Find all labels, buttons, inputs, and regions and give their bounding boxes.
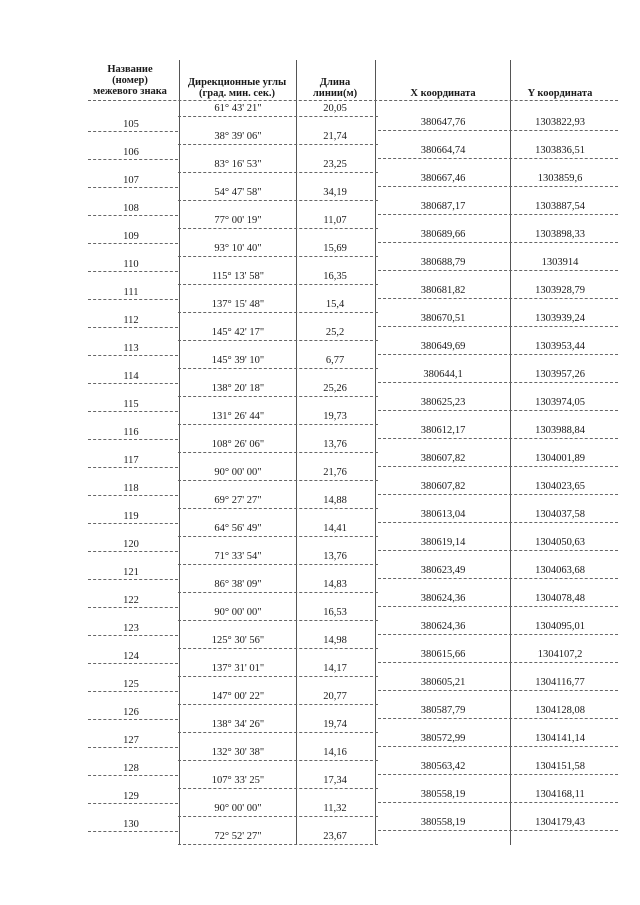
header-angle-line1: Дирекционные углы <box>187 77 287 88</box>
row-divider <box>178 396 378 397</box>
row-divider <box>88 439 178 440</box>
boundary-point-number: 105 <box>123 119 139 130</box>
x-coordinate: 380623,49 <box>420 565 466 576</box>
direction-angle: 77° 00' 19" <box>214 215 262 226</box>
x-coordinate: 380647,76 <box>420 117 466 128</box>
row-divider <box>88 271 178 272</box>
direction-angle: 131° 26' 44" <box>211 411 265 422</box>
line-length: 23,67 <box>323 831 347 842</box>
y-coordinate: 1303836,51 <box>535 145 585 156</box>
boundary-point-number: 116 <box>123 427 139 438</box>
y-coordinate: 1303887,54 <box>535 201 585 212</box>
line-length: 20,77 <box>323 691 347 702</box>
row-divider <box>378 662 618 663</box>
boundary-point-number: 115 <box>123 399 139 410</box>
header-angle-line2: (град. мин. сек.) <box>198 88 276 99</box>
y-coordinate: 1303914 <box>541 257 579 268</box>
header-point-line2: (номер) <box>112 75 148 86</box>
y-coordinate: 1304023,65 <box>535 481 585 492</box>
y-coordinate: 1303988,84 <box>535 425 585 436</box>
direction-angle: 69° 27' 27" <box>214 495 262 506</box>
x-coordinate: 380664,74 <box>420 145 466 156</box>
y-coordinate: 1304107,2 <box>537 649 583 660</box>
boundary-point-number: 106 <box>123 147 139 158</box>
row-divider <box>178 816 378 817</box>
boundary-point-number: 111 <box>123 287 139 298</box>
row-divider <box>88 747 178 748</box>
direction-angle: 107° 33' 25" <box>211 775 265 786</box>
row-divider <box>88 775 178 776</box>
line-length: 14,88 <box>323 495 347 506</box>
line-length: 13,76 <box>323 439 347 450</box>
y-coordinate: 1303974,05 <box>535 397 585 408</box>
row-divider <box>178 732 378 733</box>
direction-angle: 137° 15' 48" <box>211 299 265 310</box>
boundary-point-number: 123 <box>123 623 139 634</box>
x-coordinate: 380681,82 <box>420 285 466 296</box>
row-divider <box>178 368 378 369</box>
x-coordinate: 380670,51 <box>420 313 466 324</box>
x-coordinate: 380558,19 <box>420 789 466 800</box>
y-coordinate: 1304128,08 <box>535 705 585 716</box>
header-x: X координата <box>410 88 476 99</box>
row-divider <box>88 719 178 720</box>
direction-angle: 147° 00' 22" <box>211 691 265 702</box>
row-divider <box>378 354 618 355</box>
x-coordinate: 380605,21 <box>420 677 466 688</box>
row-divider <box>378 718 618 719</box>
x-coordinate: 380667,46 <box>420 173 466 184</box>
x-coordinate: 380687,17 <box>420 201 466 212</box>
direction-angle: 72° 52' 27" <box>214 831 262 842</box>
y-coordinate: 1304063,68 <box>535 565 585 576</box>
line-length: 11,07 <box>323 215 347 226</box>
x-coordinate: 380625,23 <box>420 397 466 408</box>
boundary-point-number: 113 <box>123 343 139 354</box>
line-length: 15,69 <box>323 243 347 254</box>
row-divider <box>178 256 378 257</box>
row-divider <box>178 760 378 761</box>
y-coordinate: 1304050,63 <box>535 537 585 548</box>
row-divider <box>178 704 378 705</box>
row-divider <box>178 200 378 201</box>
y-coordinate: 1303822,93 <box>535 117 585 128</box>
row-divider <box>88 159 178 160</box>
boundary-point-number: 124 <box>123 651 139 662</box>
direction-angle: 90° 00' 00" <box>214 803 262 814</box>
y-coordinate: 1304168,11 <box>535 789 585 800</box>
row-divider <box>378 438 618 439</box>
x-coordinate: 380624,36 <box>420 593 466 604</box>
line-length: 14,98 <box>323 635 347 646</box>
row-divider <box>178 592 378 593</box>
direction-angle: 83° 16' 53" <box>214 159 262 170</box>
row-divider <box>178 564 378 565</box>
boundary-point-number: 109 <box>123 231 139 242</box>
line-length: 15,4 <box>325 299 345 310</box>
row-divider <box>378 634 618 635</box>
boundary-point-number: 129 <box>123 791 139 802</box>
line-length: 19,73 <box>323 411 347 422</box>
boundary-point-number: 108 <box>123 203 139 214</box>
header-length-line2: линии(м) <box>312 88 358 99</box>
y-coordinate: 1304095,01 <box>535 621 585 632</box>
row-divider <box>88 187 178 188</box>
row-divider <box>88 579 178 580</box>
row-divider <box>178 480 378 481</box>
line-length: 25,26 <box>323 383 347 394</box>
y-coordinate: 1303957,26 <box>535 369 585 380</box>
line-length: 14,41 <box>323 523 347 534</box>
x-coordinate: 380587,79 <box>420 705 466 716</box>
row-divider <box>378 270 618 271</box>
boundary-point-number: 122 <box>123 595 139 606</box>
line-length: 14,16 <box>323 747 347 758</box>
line-length: 21,74 <box>323 131 347 142</box>
header-angle <box>178 77 296 99</box>
row-divider <box>88 831 178 832</box>
row-divider <box>178 844 378 845</box>
x-coordinate: 380689,66 <box>420 229 466 240</box>
boundary-point-number: 125 <box>123 679 139 690</box>
y-coordinate: 1303939,24 <box>535 313 585 324</box>
boundary-point-number: 130 <box>123 819 139 830</box>
line-length: 21,76 <box>323 467 347 478</box>
line-length: 34,19 <box>323 187 347 198</box>
row-divider <box>88 131 178 132</box>
header-y: Y координата <box>527 88 593 99</box>
row-divider <box>378 410 618 411</box>
line-length: 20,05 <box>323 103 347 114</box>
header-point-line1: Название <box>107 64 153 75</box>
row-divider <box>378 802 618 803</box>
row-divider <box>178 340 378 341</box>
x-coordinate: 380649,69 <box>420 341 466 352</box>
boundary-point-number: 127 <box>123 735 139 746</box>
x-coordinate: 380572,99 <box>420 733 466 744</box>
boundary-point-number: 119 <box>123 511 139 522</box>
row-divider <box>88 327 178 328</box>
row-divider <box>88 523 178 524</box>
direction-angle: 64° 56' 49" <box>214 523 262 534</box>
row-divider <box>88 495 178 496</box>
row-divider <box>88 551 178 552</box>
boundary-point-number: 120 <box>123 539 139 550</box>
row-divider <box>178 228 378 229</box>
y-coordinate: 1304078,48 <box>535 593 585 604</box>
row-divider <box>378 578 618 579</box>
row-divider <box>378 214 618 215</box>
row-divider <box>88 100 618 101</box>
boundary-point-number: 121 <box>123 567 139 578</box>
row-divider <box>178 452 378 453</box>
boundary-point-number: 118 <box>123 483 139 494</box>
x-coordinate: 380607,82 <box>420 481 466 492</box>
boundary-point-number: 128 <box>123 763 139 774</box>
direction-angle: 93° 10' 40" <box>214 243 262 254</box>
y-coordinate: 1303953,44 <box>535 341 585 352</box>
direction-angle: 115° 13' 58" <box>212 271 264 282</box>
row-divider <box>88 803 178 804</box>
row-divider <box>88 299 178 300</box>
row-divider <box>378 606 618 607</box>
x-coordinate: 380644,1 <box>423 369 463 380</box>
boundary-point-number: 126 <box>123 707 139 718</box>
boundary-point-number: 107 <box>123 175 139 186</box>
direction-angle: 138° 20' 18" <box>211 383 265 394</box>
row-divider <box>88 243 178 244</box>
direction-angle: 90° 00' 00" <box>214 607 262 618</box>
line-length: 14,83 <box>323 579 347 590</box>
row-divider <box>378 382 618 383</box>
row-divider <box>178 424 378 425</box>
row-divider <box>378 130 618 131</box>
header-length-line1: Длина <box>319 77 351 88</box>
row-divider <box>88 383 178 384</box>
row-divider <box>88 635 178 636</box>
x-coordinate: 380558,19 <box>420 817 466 828</box>
direction-angle: 125° 30' 56" <box>211 635 265 646</box>
line-length: 14,17 <box>323 663 347 674</box>
line-length: 13,76 <box>323 551 347 562</box>
row-divider <box>378 746 618 747</box>
row-divider <box>178 648 378 649</box>
x-coordinate: 380613,04 <box>420 509 466 520</box>
direction-angle: 137° 31' 01" <box>211 663 265 674</box>
row-divider <box>378 774 618 775</box>
row-divider <box>88 663 178 664</box>
line-length: 16,35 <box>323 271 347 282</box>
row-divider <box>378 158 618 159</box>
line-length: 6,77 <box>325 355 345 366</box>
boundary-point-number: 112 <box>123 315 139 326</box>
y-coordinate: 1303928,79 <box>535 285 585 296</box>
y-coordinate: 1303859,6 <box>537 173 583 184</box>
row-divider <box>378 550 618 551</box>
row-divider <box>88 355 178 356</box>
line-length: 11,32 <box>323 803 347 814</box>
direction-angle: 138° 34' 26" <box>211 719 265 730</box>
direction-angle: 71° 33' 54" <box>214 551 262 562</box>
row-divider <box>178 536 378 537</box>
x-coordinate: 380615,66 <box>420 649 466 660</box>
row-divider <box>178 172 378 173</box>
direction-angle: 108° 26' 06" <box>211 439 265 450</box>
line-length: 23,25 <box>323 159 347 170</box>
boundary-point-number: 110 <box>123 259 139 270</box>
x-coordinate: 380624,36 <box>420 621 466 632</box>
line-length: 25,2 <box>325 327 345 338</box>
y-coordinate: 1304151,58 <box>535 761 585 772</box>
row-divider <box>378 298 618 299</box>
row-divider <box>88 691 178 692</box>
row-divider <box>378 186 618 187</box>
header-point-line3: межевого знака <box>93 86 167 97</box>
y-coordinate: 1304141,14 <box>535 733 585 744</box>
direction-angle: 90° 00' 00" <box>214 467 262 478</box>
row-divider <box>378 522 618 523</box>
row-divider <box>378 830 618 831</box>
row-divider <box>378 494 618 495</box>
row-divider <box>88 607 178 608</box>
y-coordinate: 1304037,58 <box>535 509 585 520</box>
x-coordinate: 380688,79 <box>420 257 466 268</box>
x-coordinate: 380563,42 <box>420 761 466 772</box>
y-coordinate: 1304116,77 <box>535 677 585 688</box>
header-length <box>304 77 366 99</box>
row-divider <box>178 676 378 677</box>
row-divider <box>178 144 378 145</box>
direction-angle: 132° 30' 38" <box>211 747 265 758</box>
row-divider <box>378 466 618 467</box>
direction-angle: 61° 43' 21" <box>214 103 262 114</box>
row-divider <box>178 508 378 509</box>
row-divider <box>178 284 378 285</box>
row-divider <box>178 116 378 117</box>
row-divider <box>178 312 378 313</box>
boundary-point-number: 114 <box>123 371 139 382</box>
row-divider <box>88 411 178 412</box>
direction-angle: 145° 42' 17" <box>211 327 265 338</box>
x-coordinate: 380607,82 <box>420 453 466 464</box>
line-length: 16,53 <box>323 607 347 618</box>
row-divider <box>378 242 618 243</box>
y-coordinate: 1304179,43 <box>535 817 585 828</box>
row-divider <box>178 620 378 621</box>
row-divider <box>178 788 378 789</box>
line-length: 19,74 <box>323 719 347 730</box>
x-coordinate: 380619,14 <box>420 537 466 548</box>
y-coordinate: 1303898,33 <box>535 229 585 240</box>
row-divider <box>378 690 618 691</box>
row-divider <box>88 467 178 468</box>
x-coordinate: 380612,17 <box>420 425 466 436</box>
direction-angle: 145° 39' 10" <box>211 355 265 366</box>
direction-angle: 38° 39' 06" <box>214 131 262 142</box>
direction-angle: 86° 38' 09" <box>214 579 262 590</box>
boundary-point-number: 117 <box>123 455 139 466</box>
row-divider <box>88 215 178 216</box>
direction-angle: 54° 47' 58" <box>214 187 262 198</box>
header-point <box>88 64 172 97</box>
y-coordinate: 1304001,89 <box>535 453 585 464</box>
line-length: 17,34 <box>323 775 347 786</box>
row-divider <box>378 326 618 327</box>
